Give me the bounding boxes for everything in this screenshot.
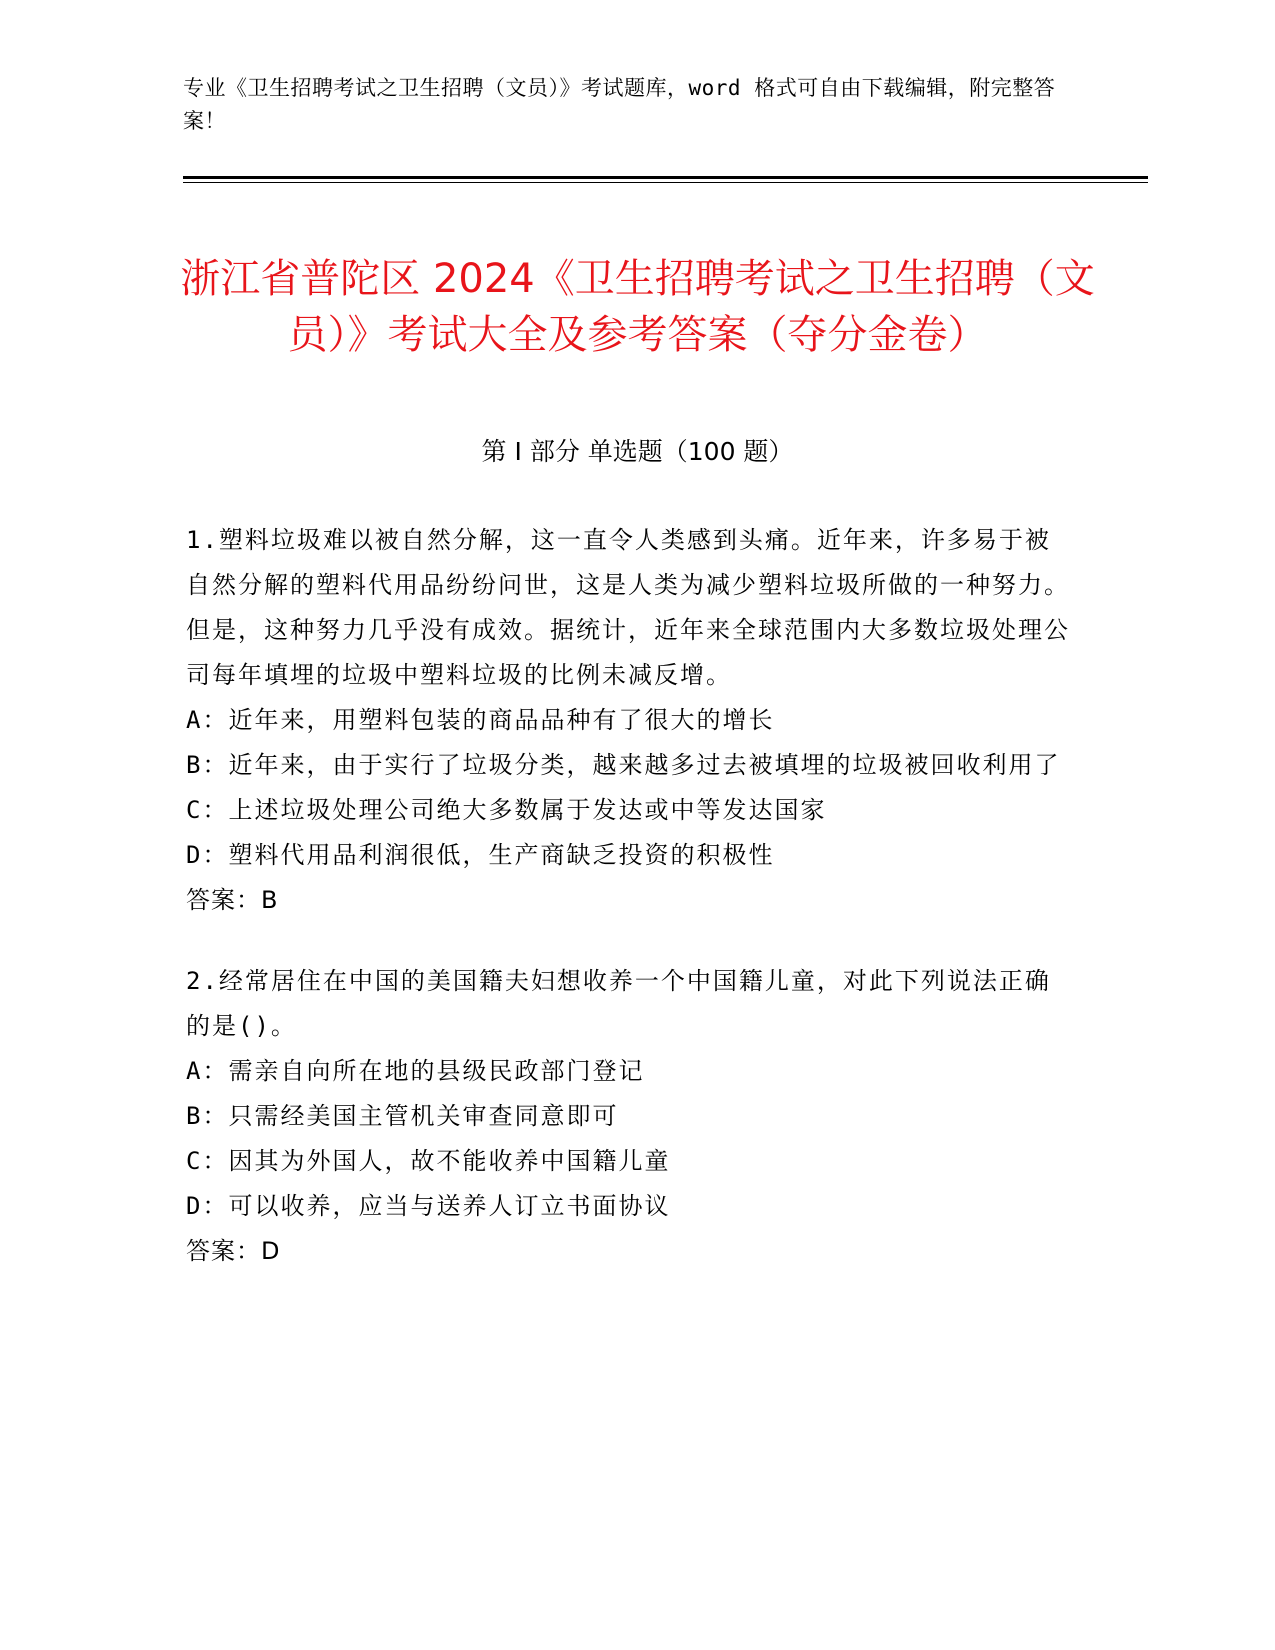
option-a: A：近年来，用塑料包装的商品品种有了很大的增长 xyxy=(186,706,775,734)
option-d: D：可以收养，应当与送养人订立书面协议 xyxy=(186,1192,671,1220)
answer-line: 答案：B xyxy=(186,886,279,914)
option-a: A：需亲自向所在地的县级民政部门登记 xyxy=(186,1057,645,1085)
section-heading: 第 I 部分 单选题（100 题） xyxy=(481,437,794,466)
option-b: B：近年来，由于实行了垃圾分类，越来越多过去被填埋的垃圾被回收利用了 xyxy=(186,751,1061,779)
question-1 xyxy=(186,518,1076,923)
header-note: 专业《卫生招聘考试之卫生招聘（文员）》考试题库，word 格式可自由下载编辑，附完整答案！ xyxy=(183,76,1056,133)
option-c: C：因其为外国人，故不能收养中国籍儿童 xyxy=(186,1147,671,1175)
option-d: D：塑料代用品利润很低，生产商缺乏投资的积极性 xyxy=(186,841,775,869)
document-title: 浙江省普陀区 2024《卫生招聘考试之卫生招聘（文员）》考试大全及参考答案（夺分金卷） xyxy=(180,255,1095,358)
question-stem: 1.塑料垃圾难以被自然分解，这一直令人类感到头痛。近年来，许多易于被自然分解的塑料代用品纷纷问世，这是人类为减少塑料垃圾所做的一种努力。但是，这种努力几乎没有成效。据统计，近年来全球范围内大多数垃圾处理公司每年填埋的垃圾中塑料垃圾的比例未减反增。 xyxy=(186,526,1070,689)
question-stem: 2.经常居住在中国的美国籍夫妇想收养一个中国籍儿童，对此下列说法正确的是()。 xyxy=(186,967,1051,1040)
header-rule-thin xyxy=(183,182,1148,183)
option-b: B：只需经美国主管机关审查同意即可 xyxy=(186,1102,619,1130)
question-2 xyxy=(186,959,1076,1274)
header-rule-thick xyxy=(183,176,1148,179)
answer-line: 答案：D xyxy=(186,1237,281,1265)
option-c: C：上述垃圾处理公司绝大多数属于发达或中等发达国家 xyxy=(186,796,827,824)
question-list xyxy=(186,518,1076,1310)
